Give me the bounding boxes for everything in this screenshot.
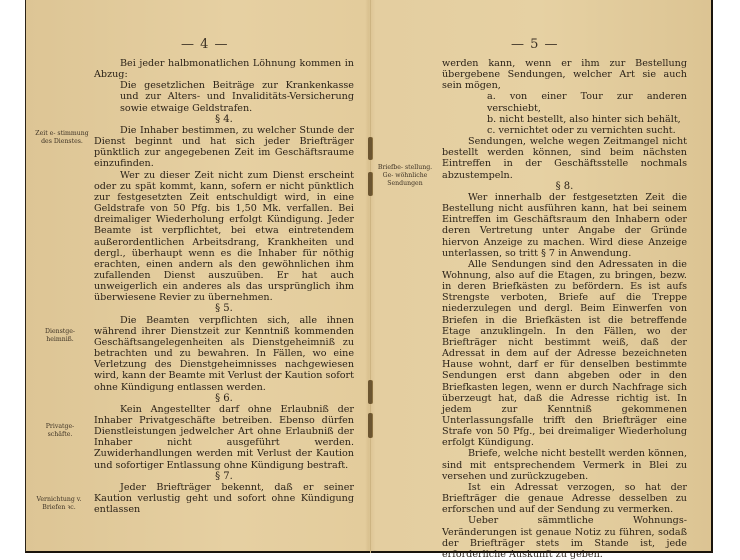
page-4 (26, 0, 370, 553)
paragraph: Alle Sendungen sind den Adressaten in die Wohnung, also auf die Etagen, zu bringen, bezw. in deren Briefkästen zu befördern. Es ist aufs Strengste verboten, Briefe auf die Treppe niederzulegen und dergl. Beim Einwerfen von Briefen in die Briefkästen ist die betreffende Etage anzuklingeln. In den Fällen, wo der Briefträger nicht bestimmt weiß, daß der Adressat in dem auf der Adresse bezeichneten Hause wohnt, darf er für denselben bestimmte Sendungen erst dann abgeben oder in den Briefkasten legen, wenn er durch Nachfrage sich überzeugt hat, daß die Adresse richtig ist. In jedem zur Kenntniß gekommenen Unterlassungsfalle trifft den Briefträger eine Strafe von 50 Pfg., bei dreimaliger Wiederholung erfolgt Kündigung. (442, 258, 687, 449)
paragraph: Ueber sämmtliche Wohnungs-Veränderungen ist genaue Notiz zu führen, sodaß der Briefträger stets im Stande ist, jede erforderliche Auskunft zu geben. (442, 515, 687, 560)
section-heading: § 5. (215, 303, 233, 315)
paragraph: Briefe, welche nicht bestellt werden können, sind mit entsprechendem Vermerk in Blei zu versehen und zurückzugeben. (442, 448, 687, 482)
paragraph: Die gesetzlichen Beiträge zur Krankenkasse und zur Alters- und Invaliditäts-Versicherung sowie etwaige Geldstrafen. (120, 80, 354, 114)
section-heading: § 6. (215, 392, 233, 404)
list-item: c. vernichtet oder zu vernichten sucht. (487, 124, 676, 136)
paragraph: Wer zu dieser Zeit nicht zum Dienst erscheint oder zu spät kommt, kann, sofern er nicht pünktlich zur festgesetzten Zeit entschuldigt wird, in eine Geldstrafe von 50 Pfg. bis 1,50 Mk. verfallen. Bei dreimaliger Wiederholung erfolgt Kündigung. Jeder Beamte ist verpflichtet, bei etwa eintretendem außerordentlichen Arbeitsdrang, Krankheiten und dergl., überhaupt wenn es die Inhaber für nöthig erachten, einen andern als den gewöhnlichen ihm zufallenden Dienst auszuüben. Er hat auch unweigerlich ein anderes als das ursprünglich ihm überwiesene Revier zu übernehmen. (94, 169, 354, 304)
paragraph: Die Inhaber bestimmen, zu welcher Stunde der Dienst beginnt und hat sich jeder Briefträger pünktlich zur angegebenen Zeit im Geschäftsraume einzufinden. (94, 124, 354, 170)
page-body (442, 58, 687, 560)
paragraph: Kein Angestellter darf ohne Erlaubniß der Inhaber Privatgeschäfte betreiben. Ebenso dürfen Dienstleistungen jedwelcher Art ohne Erlaubniß der Inhaber nicht ausgeführt werden. Zuwiderhandlungen werden mit Verlust der Kaution und sofortiger Entlassung ohne Kündigung bestraft. (94, 403, 354, 471)
section-heading: § 4. (215, 113, 233, 125)
margin-note-briefbestellung: Briefbe- stellung. Ge- wöhnliche Sendungen (377, 164, 433, 188)
paragraph: Bei jeder halbmonatlichen Löhnung kommen in Abzug: (94, 58, 354, 81)
paragraph: Jeder Briefträger bekennt, daß er seiner Kaution verlustig geht und sofort ohne Kündigung entlassen (94, 481, 354, 516)
paragraph: Wer innerhalb der festgesetzten Zeit die Bestellung nicht ausführen kann, hat bei seinem Eintreffen im Geschäftsraum den Inhabern oder deren Vertretung unter Angabe der Gründe hiervon Anzeige zu machen. Wird diese Anzeige unterlassen, so tritt § 7 in Anwendung. (442, 191, 687, 259)
list-item: b. nicht bestellt, also hinter sich behält, (487, 113, 681, 125)
page-number: — 4 — (181, 37, 229, 52)
margin-note-zeitbestimmung: Zeit e- stimmung des Dienstes. (35, 130, 89, 146)
page-5 (371, 0, 714, 560)
page-number: — 5 — (511, 37, 559, 52)
margin-note-vernichtung: Vernichtung v. Briefen ꝛc. (36, 496, 82, 512)
paragraph: werden kann, wenn er ihm zur Bestellung übergebene Sendungen, welcher Art sie auch sein mögen, (442, 58, 687, 92)
margin-note-privatgeschaefte: Privatge- schäfte. (45, 423, 75, 439)
paragraph: Ist ein Adressat verzogen, so hat der Briefträger die genaue Adresse desselben zu erforschen und auf der Sendung zu vermerken. (442, 481, 687, 516)
paragraph: Sendungen, welche wegen Zeitmangel nicht bestellt werden können, sind beim nächsten Eintreffen in der Geschäftsstelle nochmals abzustempeln. (442, 136, 687, 181)
margin-note-dienstgeheimnis: Dienstge- heimniß. (45, 328, 75, 344)
page-body (94, 58, 354, 515)
list-item: a. von einer Tour zur anderen verschiebt, (487, 91, 687, 114)
paragraph: Die Beamten verpflichten sich, alle ihnen während ihrer Dienstzeit zur Kenntniß kommenden Geschäftsangelegenheiten als Dienstgeheimniß zu betrachten und zu bewahren. In Fällen, wo eine Verletzung des Dienstgeheimnisses nachgewiesen wird, kann der Beamte mit Verlust der Kaution sofort ohne Kündigung entlassen werden. (94, 314, 355, 393)
section-heading: § 7. (215, 470, 233, 482)
booklet-spread (25, 0, 713, 560)
section-heading: § 8. (555, 180, 574, 192)
